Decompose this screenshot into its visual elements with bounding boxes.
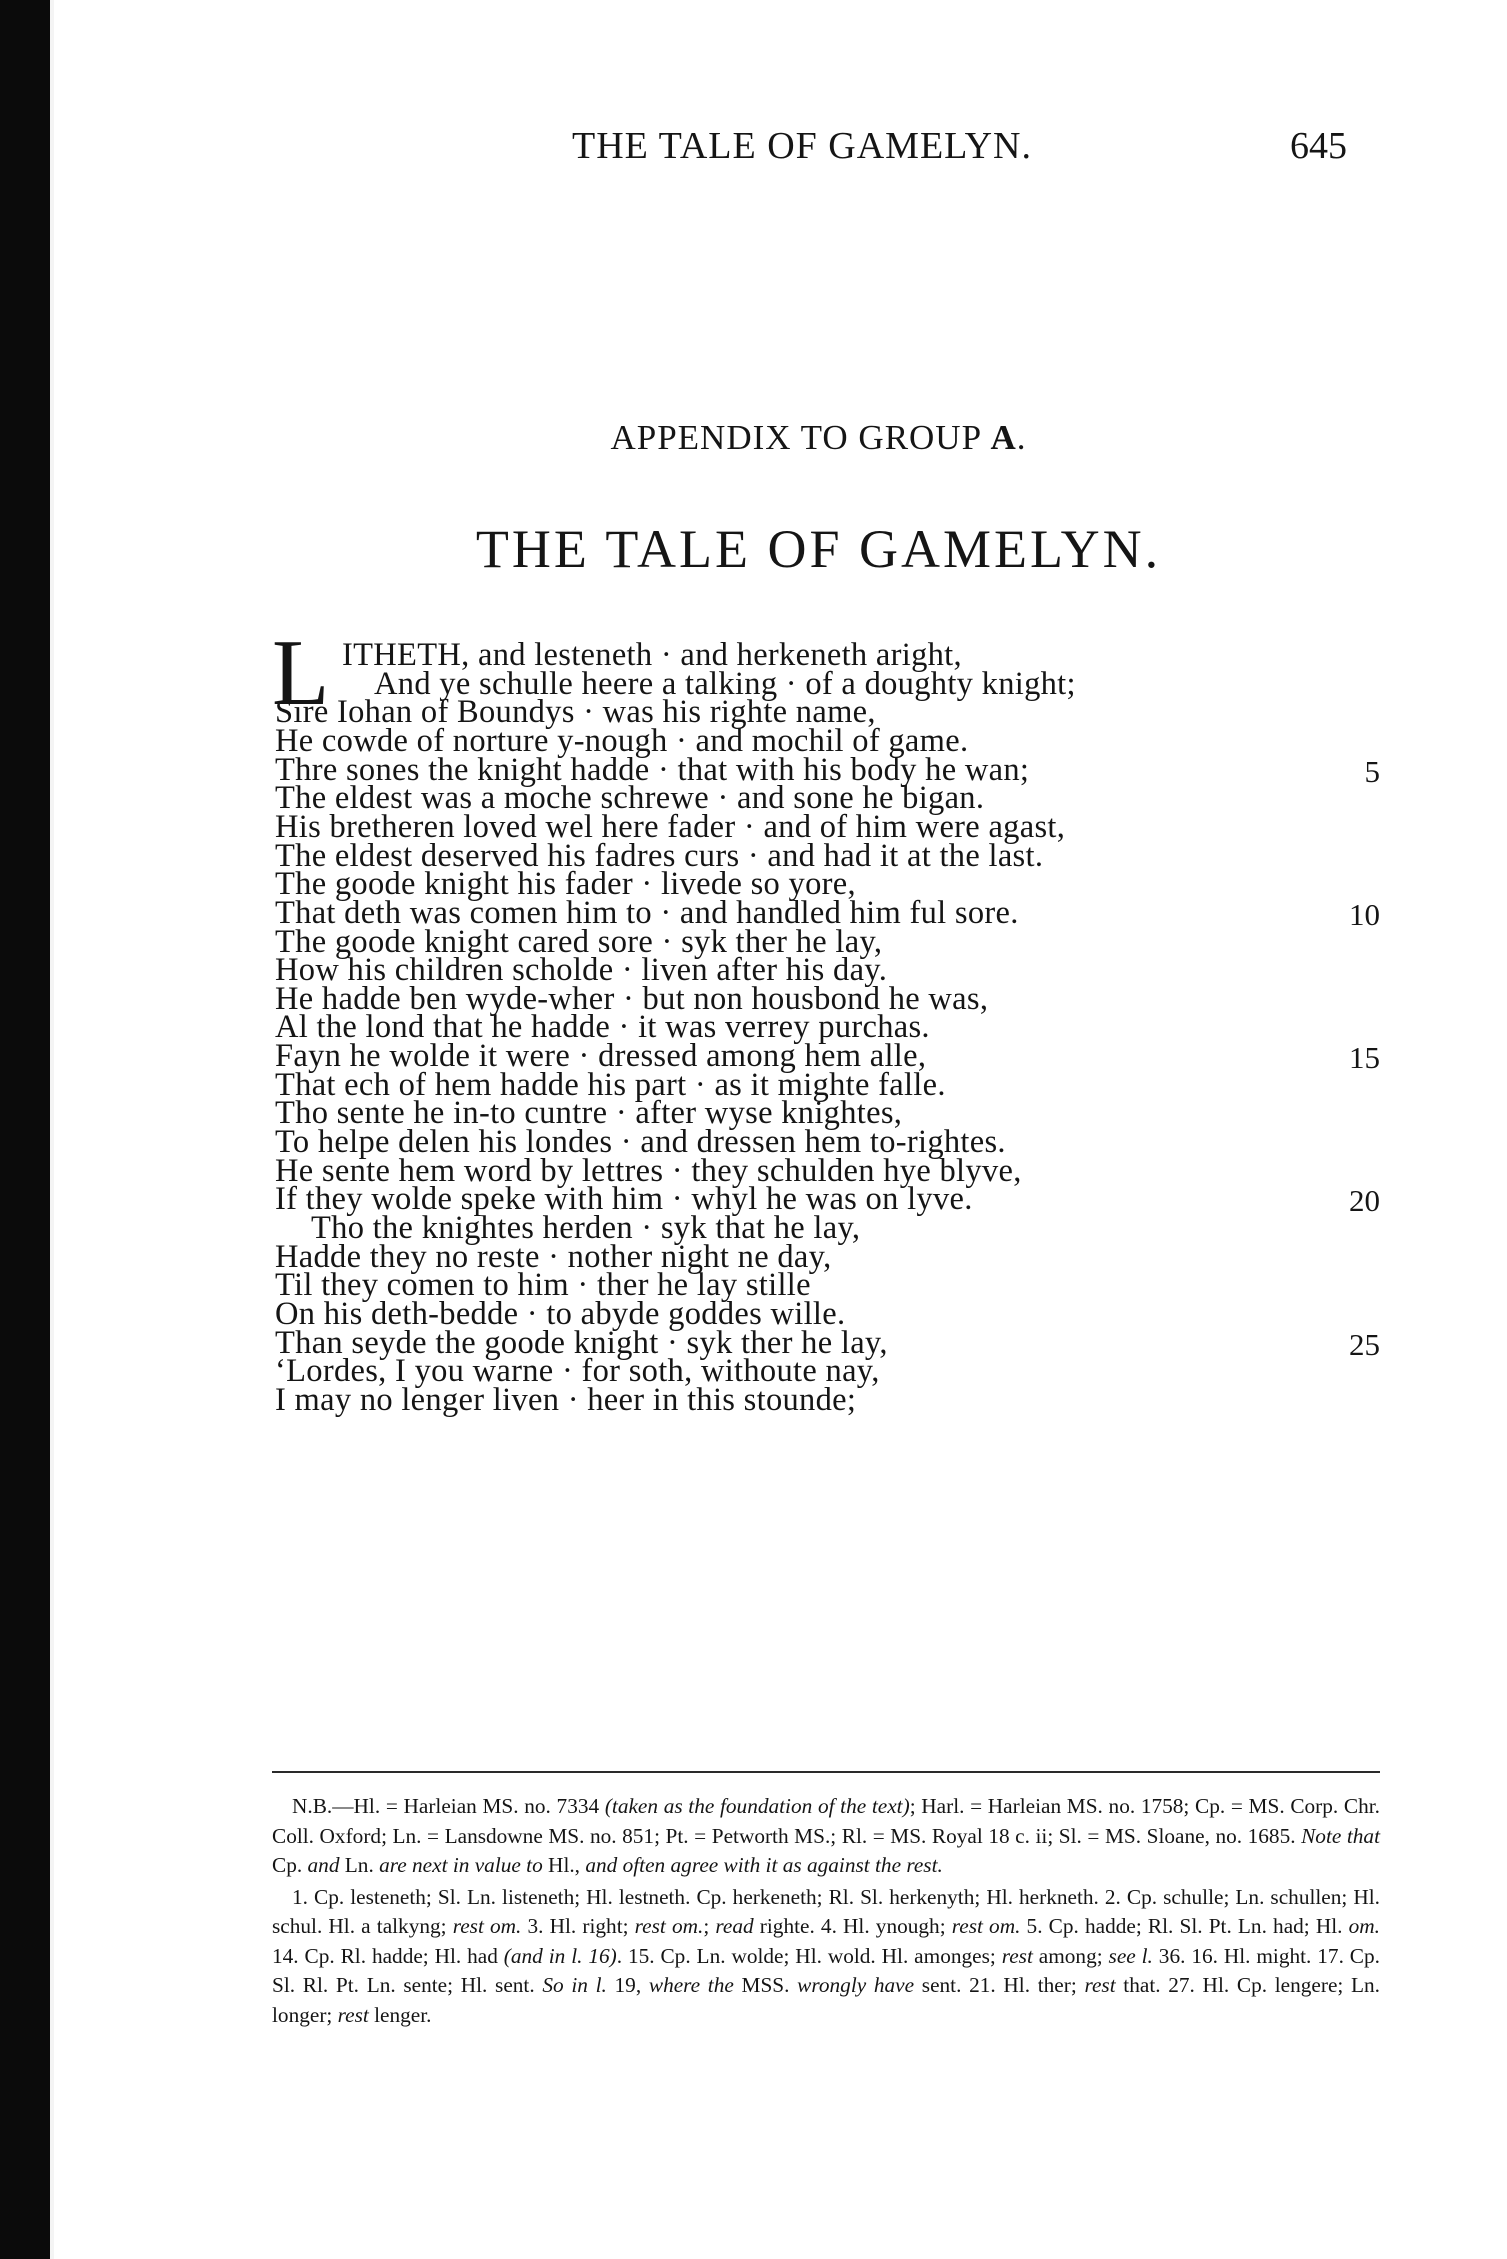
poem-line: That ech of hem hadde his part · as it mighte falle.	[275, 1066, 946, 1103]
footnotes	[272, 1792, 1380, 2030]
footnote-italic-run: Note that	[1301, 1823, 1380, 1848]
line-number: 20	[1349, 1183, 1380, 1219]
drop-cap: L	[272, 621, 330, 725]
group-letter: A	[990, 418, 1017, 457]
appendix-heading-text: APPENDIX TO GROUP	[610, 418, 981, 457]
poem-line: The eldest was a moche schrewe · and sone he bigan.	[275, 780, 985, 817]
footnote-italic-run: (and in l. 16)	[503, 1943, 617, 1968]
footnote-run: that. 27. Hl. Cp. lengere; Ln. longer;	[272, 1973, 1380, 2027]
footnote-run: N.B.—Hl. = Harleian MS. no. 7334	[292, 1794, 605, 1818]
footnote-run: among;	[1032, 1943, 1109, 1968]
footnote-italic-run: and often agree with it as against the rest.	[585, 1853, 943, 1877]
footnote-run: righte. 4. Hl. ynough;	[753, 1914, 952, 1938]
poem-line: To helpe delen his londes · and dressen hem to-rightes.	[275, 1124, 1006, 1161]
footnote-italic-run: rest om.	[634, 1914, 704, 1938]
poem-line: Sire Iohan of Boundys · was his righte name,	[275, 694, 876, 731]
page-number: 645	[1290, 125, 1347, 167]
poem-line: His bretheren loved wel here fader · and of him were agast,	[275, 808, 1066, 845]
poem-line: Al the lond that he hadde · it was verrey purchas.	[275, 1009, 930, 1046]
line-number: 15	[1349, 1040, 1380, 1076]
footnote-italic-run: and	[307, 1853, 340, 1877]
poem-line: Hadde they no reste · nother night ne day,	[275, 1238, 832, 1275]
poem-line: Tho the knightes herden · syk that he lay,	[311, 1210, 861, 1246]
footnote-italic-run: rest	[1084, 1973, 1116, 1997]
poem-line: How his children scholde · liven after his day.	[275, 952, 888, 989]
poem-line: The goode knight cared sore · syk ther he lay,	[275, 923, 883, 960]
footnote-variants	[272, 1883, 1380, 2031]
footnote-run: Cp.	[272, 1853, 308, 1877]
footnote-italic-run: see l.	[1108, 1943, 1153, 1968]
footnote-run: . 15. Cp. Ln. wolde; Hl. wold. Hl. amonges;	[616, 1943, 1002, 1968]
footnote-italic-run: rest	[1001, 1943, 1033, 1968]
poem-line: On his deth-bedde · to abyde goddes wille.	[275, 1295, 846, 1332]
poem-line: Than seyde the goode knight · syk ther he lay,	[275, 1324, 888, 1361]
footnote-run: ;	[703, 1914, 716, 1938]
footnote-italic-run: So in l.	[542, 1973, 607, 1997]
footnote-run: Ln.	[339, 1853, 380, 1877]
footnote-italic-run: rest	[337, 2002, 369, 2027]
poem-line: I may no lenger liven · heer in this stounde;	[275, 1381, 857, 1418]
footnote-run: sent. 21. Hl. ther;	[914, 1973, 1085, 1997]
poem-line: If they wolde speke with him · whyl he was on lyve.	[275, 1181, 973, 1218]
footnote-rule	[272, 1771, 1380, 1773]
tale-title: THE TALE OF GAMELYN.	[475, 519, 1162, 579]
poem-line: Tho sente he in-to cuntre · after wyse knightes,	[275, 1095, 903, 1132]
footnote-run: ; Harl. = Harleian MS. no. 1758; Cp. = MS. Corp. Chr. Coll. Oxford; Ln. = Lansdowne MS. no. 851; Pt. = Petworth MS.; Rl. = MS. Royal 18 c. ii; Sl. = MS. Sloane, no. 1685.	[272, 1794, 1380, 1848]
footnote-italic-run: are next in value to	[379, 1853, 543, 1877]
poem-line: Fayn he wolde it were · dressed among hem alle,	[275, 1038, 927, 1075]
footnote-italic-run: rest om.	[951, 1914, 1021, 1938]
poem-line: The goode knight his fader · livede so yore,	[275, 866, 856, 903]
footnote-run: 5. Cp. hadde; Rl. Sl. Pt. Ln. had; Hl.	[1020, 1914, 1349, 1938]
poem-line: ITHETH, and lesteneth · and herkeneth aright,	[342, 637, 962, 673]
poem-line: He sente hem word by lettres · they schulden hye blyve,	[275, 1152, 1022, 1189]
footnote-italic-run: rest om.	[452, 1914, 522, 1938]
poem-line: The eldest deserved his fadres curs · and had it at the last.	[275, 837, 1044, 874]
footnote-italic-run: read	[715, 1914, 754, 1938]
footnote-run: Hl.,	[542, 1853, 586, 1877]
footnote-run: lenger.	[368, 2002, 432, 2027]
footnote-italic-run: om.	[1348, 1914, 1380, 1938]
poem-line: He cowde of norture y-nough · and mochil of game.	[275, 722, 969, 759]
footnote-italic-run: wrongly have	[797, 1973, 915, 1997]
poem-line: Thre sones the knight hadde · that with his body he wan;	[275, 751, 1030, 788]
line-number: 5	[1364, 753, 1380, 789]
line-number: 25	[1349, 1326, 1380, 1362]
footnote-run: 36. 16. Hl. might. 17. Cp. Sl. Rl. Pt. Ln. sente; Hl. sent.	[272, 1943, 1380, 1997]
footnote-run: 19,	[606, 1973, 649, 1997]
footnote-run: 3. Hl. right;	[521, 1914, 635, 1938]
footnote-run: 14. Cp. Rl. hadde; Hl. had	[272, 1943, 504, 1968]
footnote-run: 1. Cp. lesteneth; Sl. Ln. listeneth; Hl. lestneth. Cp. herkeneth; Rl. Sl. herkenyth; Hl. herkneth. 2. Cp. schulle; Ln. schullen; Hl. schul. Hl. a talkyng;	[272, 1884, 1380, 1938]
footnote-run: MSS.	[733, 1973, 798, 1997]
poem-line: He hadde ben wyde-wher · but non housbond he was,	[275, 980, 989, 1017]
footnote-italic-run: where the	[648, 1973, 734, 1997]
poem-line: Til they comen to him · ther he lay stille	[275, 1267, 811, 1304]
poem-line: And ye schulle heere a talking · of a doughty knight;	[374, 665, 1076, 702]
appendix-heading-suffix: .	[1016, 418, 1027, 457]
poem-line: That deth was comen him to · and handled him ful sore.	[275, 894, 1019, 931]
running-head: THE TALE OF GAMELYN.	[572, 125, 1032, 167]
poem-line: ‘Lordes, I you warne · for soth, withoute nay,	[275, 1353, 880, 1390]
line-number: 10	[1349, 896, 1380, 932]
footnote-abbreviations	[272, 1792, 1380, 1881]
footnote-italic-run: (taken as the foundation of the text)	[604, 1794, 910, 1818]
